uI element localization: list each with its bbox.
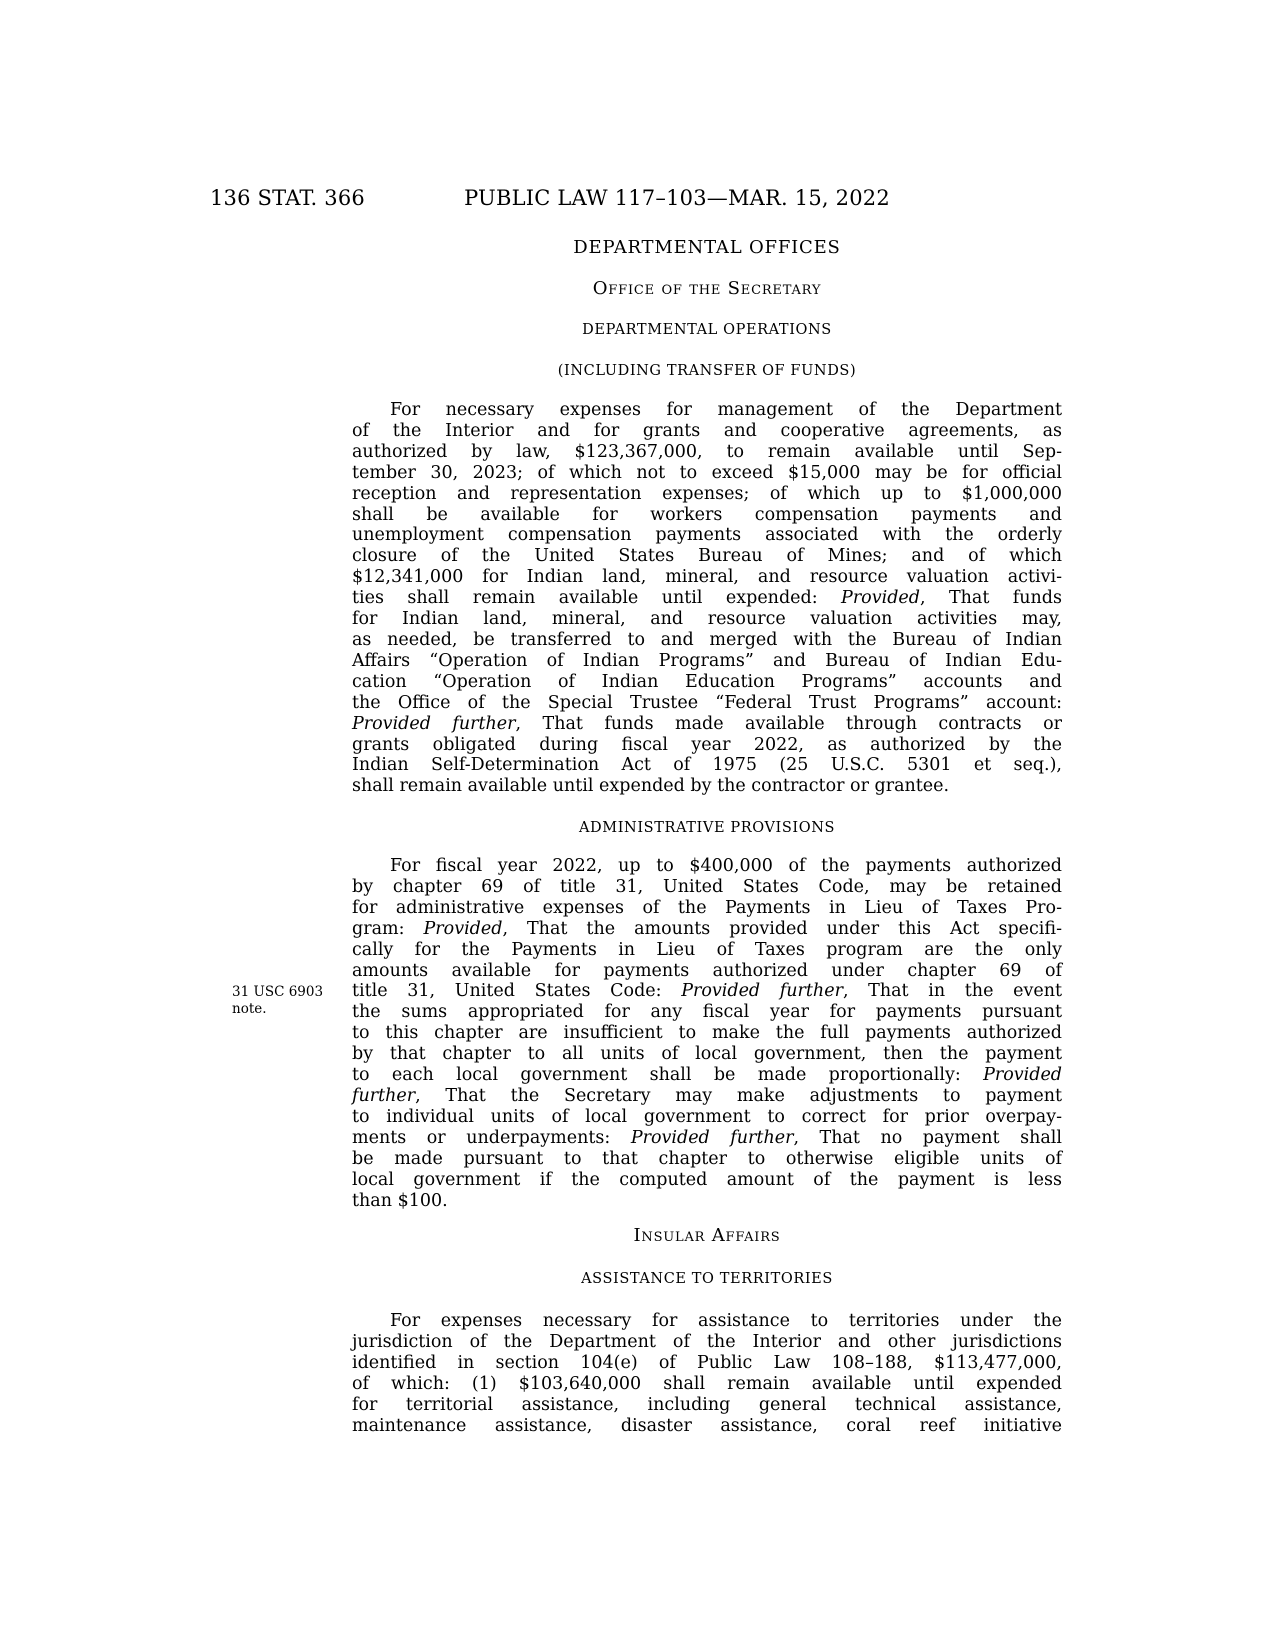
text-line: cally for the Payments in Lieu of Taxes program are the only — [352, 939, 1062, 960]
text-line: Affairs “Operation of Indian Programs” and Bureau of Indian Edu- — [352, 650, 1062, 671]
text-line: by chapter 69 of title 31, United States Code, may be retained — [352, 876, 1062, 897]
text-line: further, That the Secretary may make adjustments to payment — [352, 1085, 1062, 1106]
text-line: to individual units of local government to correct for prior overpay- — [352, 1106, 1062, 1127]
text-line: to this chapter are insufficient to make the full payments authorized — [352, 1023, 1062, 1044]
text-line: For expenses necessary for assistance to territories under the — [390, 1311, 1062, 1331]
paragraph-administrative-provisions — [352, 856, 1062, 1211]
heading-including-transfer-of-funds: (INCLUDING TRANSFER OF FUNDS) — [557, 363, 857, 379]
text-line: title 31, United States Code: Provided further, That in the event — [352, 981, 1063, 1002]
text-line: be made pursuant to that chapter to otherwise eligible units of — [352, 1148, 1062, 1169]
text-line: of the Interior and for grants and cooperative agreements, as — [352, 420, 1062, 441]
text-line: gram: Provided, That the amounts provided under this Act specifi- — [352, 918, 1062, 939]
text-line: ments or underpayments: Provided further, That no payment shall — [352, 1127, 1062, 1148]
text-line: unemployment compensation payments associated with the orderly — [352, 525, 1062, 546]
running-head-law-title: PUBLIC LAW 117–103—MAR. 15, 2022 — [464, 186, 890, 210]
text-line: shall be available for workers compensation payments and — [352, 504, 1062, 525]
text-line: $12,341,000 for Indian land, mineral, and resource valuation activi- — [352, 567, 1062, 588]
text-line: to each local government shall be made proportionally: Provided — [352, 1065, 1062, 1086]
text-line: than $100. — [352, 1190, 448, 1211]
text-line: identified in section 104(e) of Public Law 108–188, $113,477,000, — [352, 1352, 1062, 1373]
text-line: the sums appropriated for any fiscal year for payments pursuant — [352, 1002, 1062, 1023]
text-line: Indian Self-Determination Act of 1975 (25 U.S.C. 5301 et seq.), — [352, 755, 1062, 776]
heading-insular-affairs: Insular Affairs — [633, 1225, 781, 1246]
text-line: shall remain available until expended by the contractor or grantee. — [352, 776, 950, 797]
text-line: grants obligated during fiscal year 2022, as authorized by the — [352, 734, 1062, 755]
text-line: jurisdiction of the Department of the Interior and other jurisdictions — [352, 1331, 1062, 1352]
text-line: for Indian land, mineral, and resource valuation activities may, — [352, 609, 1062, 630]
text-line: authorized by law, $123,367,000, to remain available until Sep- — [352, 441, 1062, 462]
text-line: reception and representation expenses; of which up to $1,000,000 — [352, 483, 1062, 504]
stat-page-number: 136 STAT. 366 — [210, 186, 365, 210]
text-line: cation “Operation of Indian Education Programs” accounts and — [352, 671, 1062, 692]
text-line: For fiscal year 2022, up to $400,000 of the payments authorized — [390, 856, 1062, 876]
margin-note-suffix: note. — [232, 1000, 267, 1017]
heading-assistance-to-territories: ASSISTANCE TO TERRITORIES — [581, 1271, 833, 1287]
text-line: by that chapter to all units of local government, then the payment — [352, 1044, 1062, 1065]
text-line: amounts available for payments authorized under chapter 69 of — [352, 960, 1062, 981]
heading-office-of-the-secretary: Office of the Secretary — [592, 278, 822, 299]
text-line: local government if the computed amount of the payment is less — [352, 1169, 1062, 1190]
text-line: as needed, be transferred to and merged with the Bureau of Indian — [352, 629, 1062, 650]
text-line: of which: (1) $103,640,000 shall remain available until expended — [352, 1373, 1062, 1394]
paragraph-departmental-operations — [352, 400, 1062, 797]
heading-administrative-provisions: ADMINISTRATIVE PROVISIONS — [578, 820, 836, 836]
text-line: ties shall remain available until expended: Provided, That funds — [352, 588, 1062, 609]
text-line: tember 30, 2023; of which not to exceed $15,000 may be for official — [352, 462, 1062, 483]
heading-departmental-offices: DEPARTMENTAL OFFICES — [573, 237, 841, 258]
text-line: Provided further, That funds made available through contracts or — [352, 713, 1063, 734]
margin-note-citation: 31 USC 6903 — [232, 984, 324, 1000]
text-line: for territorial assistance, including general technical assistance, — [352, 1394, 1062, 1415]
text-line: maintenance assistance, disaster assistance, coral reef initiative — [352, 1415, 1062, 1436]
text-line: for administrative expenses of the Payments in Lieu of Taxes Pro- — [352, 897, 1062, 918]
heading-departmental-operations: DEPARTMENTAL OPERATIONS — [582, 322, 832, 338]
text-line: closure of the United States Bureau of Mines; and of which — [352, 546, 1062, 567]
margin-note — [232, 984, 346, 1017]
text-line: For necessary expenses for management of the Department — [390, 400, 1062, 420]
text-line: the Office of the Special Trustee “Federal Trust Programs” account: — [352, 692, 1062, 713]
paragraph-assistance-to-territories — [352, 1311, 1062, 1436]
